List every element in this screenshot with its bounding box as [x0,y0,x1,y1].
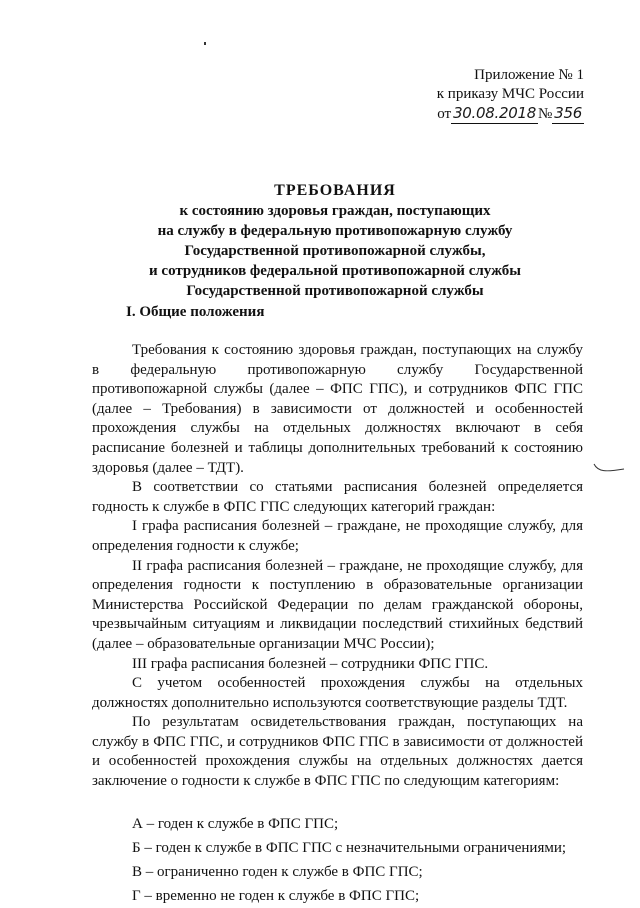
category-list [92,812,583,908]
paragraph: По результатам освидетельствования граждан, поступающих на службу в ФПС ГПС, и сотрудников ФПС ГПС в зависимости от должностей и особенностей прохождения службы на отдельных должностях дается заключение о годности к службе в ФПС ГПС по следующим категориям: [92,714,583,790]
category-item: Б – годен к службе в ФПС ГПС с незначительными ограничениями; [132,839,567,856]
annex-order-date-line [404,104,584,124]
margin-pen-mark [592,460,626,474]
annex-header [404,66,584,124]
paragraph: I графа расписания болезней – граждане, не проходящие службу, для определения годности к службе; [92,518,583,554]
title-line: Государственной противопожарной службы, [184,243,486,259]
section-heading: I. Общие положения [126,304,265,320]
annex-number-handwritten: 356 [554,104,582,122]
document-title [100,181,570,301]
annex-order-ref: к приказу МЧС России [436,86,584,102]
title-line: Государственной противопожарной службы [186,283,484,299]
paragraph: С учетом особенностей прохождения службы на отдельных должностях дополнительно используются соответствующие разделы ТДТ. [92,675,583,711]
annex-title: Приложение № 1 [474,67,584,83]
paragraph: III графа расписания болезней – сотрудники ФПС ГПС. [132,655,489,672]
category-item: В – ограниченно годен к службе в ФПС ГПС; [132,863,423,880]
title-line: к состоянию здоровья граждан, поступающих [179,203,491,219]
body-text [92,341,583,908]
title-line: на службу в федеральную противопожарную службу [157,223,513,239]
title-main: ТРЕБОВАНИЯ [274,182,396,199]
title-line: и сотрудников федеральной противопожарной службы [149,263,521,279]
paragraph: В соответствии со статьями расписания болезней определяется годность к службе в ФПС ГПС следующих категорий граждан: [92,479,583,515]
category-item: Г – временно не годен к службе в ФПС ГПС; [132,887,420,904]
scan-speck [204,42,206,45]
annex-date-handwritten: 30.08.2018 [453,104,536,122]
paragraph: II графа расписания болезней – граждане, не проходящие службу, для определения годности к поступлению в образовательные организации Министерства Российской Федерации по делам гражданской обороны, чрезвычайным ситуациям и ликвидации последствий стихийных бедствий (далее – образовательные организации МЧС России); [92,557,583,652]
annex-number-label: № [537,106,553,122]
category-item: А – годен к службе в ФПС ГПС; [132,815,339,832]
paragraph: Требования к состоянию здоровья граждан, поступающих на службу в федеральную противопожарную службу Государственной противопожарной службы (далее – ФПС ГПС), и сотрудников ФПС ГПС (далее – Требования) в зависимости от должностей и особенностей прохождения службы на отдельных должностях включают в себя расписание болезней и таблицы дополнительных требований к состоянию здоровья (далее – ТДТ). [92,342,583,476]
annex-from-label: от [437,106,452,122]
